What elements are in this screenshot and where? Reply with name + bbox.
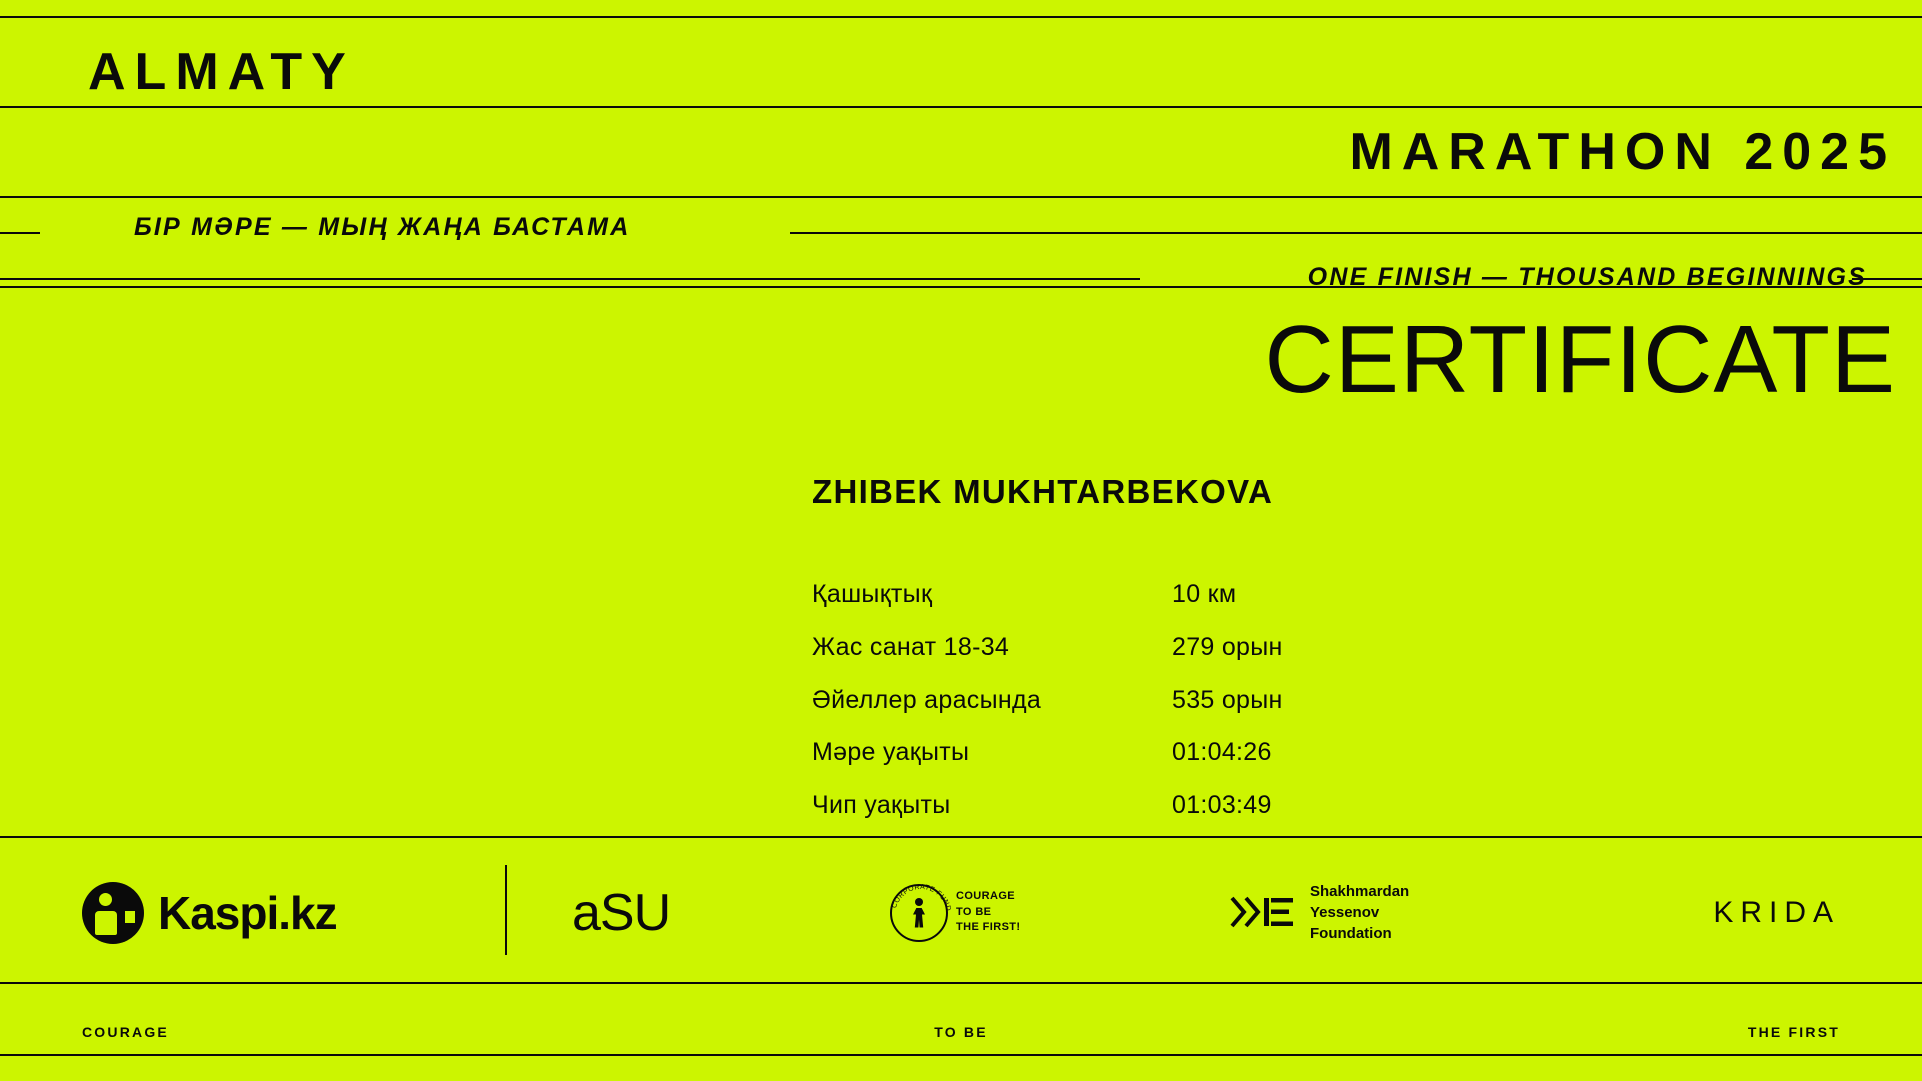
result-row — [812, 733, 1612, 772]
courage-ring-text-icon — [889, 883, 953, 947]
result-row — [812, 628, 1612, 667]
footer-middle-text: TO BE — [934, 1024, 988, 1040]
footer-right-text: THE FIRST — [1747, 1024, 1840, 1040]
result-value: 10 км — [1172, 580, 1237, 608]
svg-text:CORPORATE FUND: CORPORATE FUND — [890, 883, 952, 912]
yessenov-line-3: Foundation — [1310, 925, 1392, 943]
sponsor-courage-fund — [890, 884, 1021, 942]
kaspi-wordmark: Kaspi.kz — [158, 886, 337, 939]
courage-wordmark — [956, 889, 1021, 937]
divider-line — [0, 196, 1922, 198]
yessenov-wordmark — [1310, 881, 1409, 945]
yessenov-logo-icon — [1230, 892, 1298, 932]
result-label: Әйеллер арасында — [812, 685, 1042, 714]
yessenov-line-1: Shakhmardan — [1310, 882, 1410, 900]
result-row — [812, 681, 1612, 720]
courage-line-1: COURAGE — [956, 889, 1016, 902]
asu-wordmark: aSU — [572, 883, 671, 942]
sponsor-kaspi — [82, 882, 337, 944]
divider-segment — [0, 278, 1140, 280]
divider-segment — [0, 232, 40, 234]
result-row — [812, 575, 1612, 614]
sponsor-divider — [505, 865, 507, 955]
tagline-kazakh: БІР МӘРЕ — МЫҢ ЖАҢА БАСТАМА — [134, 213, 631, 241]
page-title: CERTIFICATE — [1264, 306, 1896, 413]
result-value: 01:03:49 — [1172, 791, 1272, 819]
footer-left-text: COURAGE — [82, 1024, 169, 1040]
tagline-english: ONE FINISH — THOUSAND BEGINNINGS — [1307, 263, 1867, 291]
result-value: 01:04:26 — [1172, 738, 1272, 767]
divider-segment — [790, 232, 1922, 234]
athlete-name: ZHIBEK MUKHTARBEKOVA — [812, 473, 1274, 510]
event-title: MARATHON 2025 — [1349, 123, 1896, 181]
sponsor-bar — [0, 845, 1922, 980]
result-label: Қашықтық — [812, 580, 933, 608]
courage-line-2: TO BE — [956, 905, 992, 918]
yessenov-line-2: Yessenov — [1310, 903, 1380, 921]
courage-badge-icon — [890, 883, 952, 942]
result-label: Чип уақыты — [812, 791, 951, 819]
sponsor-asu — [572, 883, 671, 942]
result-row — [812, 786, 1612, 825]
sponsor-krida — [1713, 895, 1840, 929]
result-label: Жас санат 18-34 — [812, 632, 1010, 661]
divider-line — [0, 106, 1922, 108]
divider-line — [0, 1054, 1922, 1056]
kaspi-logo-icon — [82, 882, 144, 944]
divider-line — [0, 982, 1922, 984]
footer-bar — [0, 1012, 1922, 1052]
city-title: ALMATY — [88, 43, 355, 101]
courage-line-3: THE FIRST! — [956, 921, 1021, 934]
divider-line — [0, 16, 1922, 18]
result-label: Мәре уақыты — [812, 738, 970, 767]
result-value: 279 орын — [1172, 632, 1283, 661]
krida-wordmark: KRIDA — [1713, 895, 1840, 929]
result-value: 535 орын — [1172, 685, 1283, 714]
results-table — [812, 575, 1612, 839]
sponsor-shakhmardan-yessenov — [1230, 881, 1409, 945]
